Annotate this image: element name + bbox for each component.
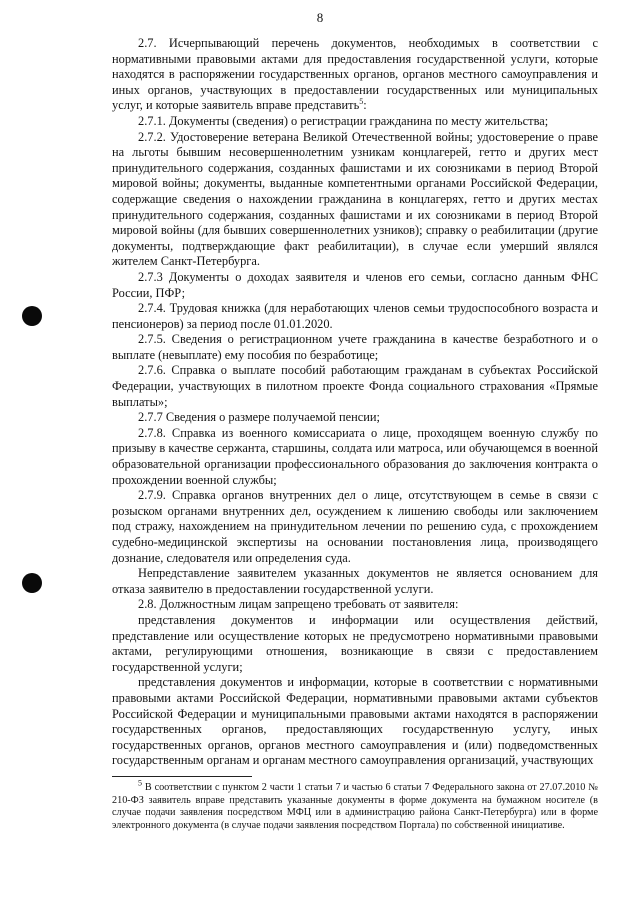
paragraph-non-submission: Непредставление заявителем указанных документов не является основанием для отказа заявителю в предоставлении государственной услуги. <box>112 566 598 596</box>
paragraph-2-7-5: 2.7.5. Сведения о регистрационном учете гражданина в качестве безработного и о выплате (невыплате) ему пособия по безработице; <box>112 332 598 362</box>
paragraph-2-7-4: 2.7.4. Трудовая книжка (для неработающих членов семьи трудоспособного возраста и пенсионеров) за период после 01.01.2020. <box>112 301 598 331</box>
paragraph-2-7-3: 2.7.3 Документы о доходах заявителя и членов его семьи, согласно данным ФНС России, ПФР; <box>112 269 598 300</box>
paragraph-2-7-6: 2.7.6. Справка о выплате пособий работающим гражданам в субъектах Российской Федерации, участвующих в пилотном проекте Фонда социального страхования «Прямые выплаты»; <box>112 363 598 409</box>
footnote-separator <box>112 776 252 777</box>
paragraph-2-7-8: 2.7.8. Справка из военного комиссариата о лице, проходящем военную службу по призыву в качестве сержанта, старшины, солдата или матроса, или обучающемся в военной образовательной организации профессионального образования до заключения контракта о прохождении военной службы; <box>112 425 598 487</box>
paragraph-2-8-item-2: представления документов и информации, которые в соответствии с нормативными правовыми актами Российской Федерации, нормативными правовыми актами субъектов Российской Федерации и муниципальными правовыми актами находятся в распоряжении государственных органов, предоставляющих государственную услугу, иных государственных органов, органов местного самоуправления и (или) подведомственных государственным органам и органам местного самоуправления организаций, участвующих <box>112 675 598 768</box>
paragraph-2-7-1: 2.7.1. Документы (сведения) о регистрации гражданина по месту жительства; <box>138 113 549 128</box>
footnote-text: В соответствии с пунктом 2 части 1 статьи 7 и частью 6 статьи 7 Федерального закона от 27.07.2010 № 210-ФЗ заявитель вправе представить указанные документы в форме документа на бумажном носителе (в случае подачи заявления посредством МФЦ или в администрацию района Санкт-Петербурга) или в форме электронного документа (в случае подачи заявления посредством Портала) по собственной инициативе. <box>112 782 598 831</box>
document-body <box>112 36 598 769</box>
paragraph-2-7-2: 2.7.2. Удостоверение ветерана Великой Отечественной войны; удостоверение о праве на льготы бывшим несовершеннолетним узникам концлагерей, гетто и других мест принудительного содержания, созданных фашистами и их союзниками в период Второй мировой войны; документы, выданные компетентными органами Российской Федерации, содержащие сведения о нахождении гражданина в концлагерях, гетто и других местах принудительного содержания, созданных фашистами и их союзниками в период Второй мировой войны (для бывших совершеннолетних узников); справку о реабилитации (другие документы, подтверждающие факт реабилитации), в случае если умерший являлся жителем Санкт-Петербурга. <box>112 129 598 269</box>
punch-hole-bottom <box>22 573 42 593</box>
paragraph-2-8-item-1: представления документов и информации или осуществления действий, представление или осуществление которых не предусмотрено нормативными правовыми актами, регулирующими отношения, возникающие в связи с предоставлением государственной услуги; <box>112 612 598 674</box>
footnote-marker: 5 <box>138 778 142 788</box>
paragraph-2-7: 2.7. Исчерпывающий перечень документов, необходимых в соответствии с нормативными правовыми актами для предоставления государственной услуги, которые находятся в распоряжении государственных органов, органов местного самоуправления и иных органов, участвующих в предоставлении государственных или муниципальных услуг, и которые заявитель вправе представить$^5$: <box>112 36 598 113</box>
paragraph-2-8: 2.8. Должностным лицам запрещено требовать от заявителя: <box>138 597 459 612</box>
punch-hole-top <box>22 306 42 326</box>
footnote-reference: 5 <box>359 97 364 107</box>
paragraph-2-7-9: 2.7.9. Справка органов внутренних дел о лице, отсутствующем в семье в связи с розыском органами внутренних дел, осуждением к лишению свободы или заключением под стражу, нахождением на принудительном лечении по решению суда, с прохождением судебно-медицинской экспертизы на основании постановления лица, производящего дознание, следователя или определения суда. <box>112 488 598 565</box>
footnote <box>112 778 598 832</box>
paragraph-2-7-7: 2.7.7 Сведения о размере получаемой пенсии; <box>138 410 380 425</box>
page-number: 8 <box>316 10 324 25</box>
